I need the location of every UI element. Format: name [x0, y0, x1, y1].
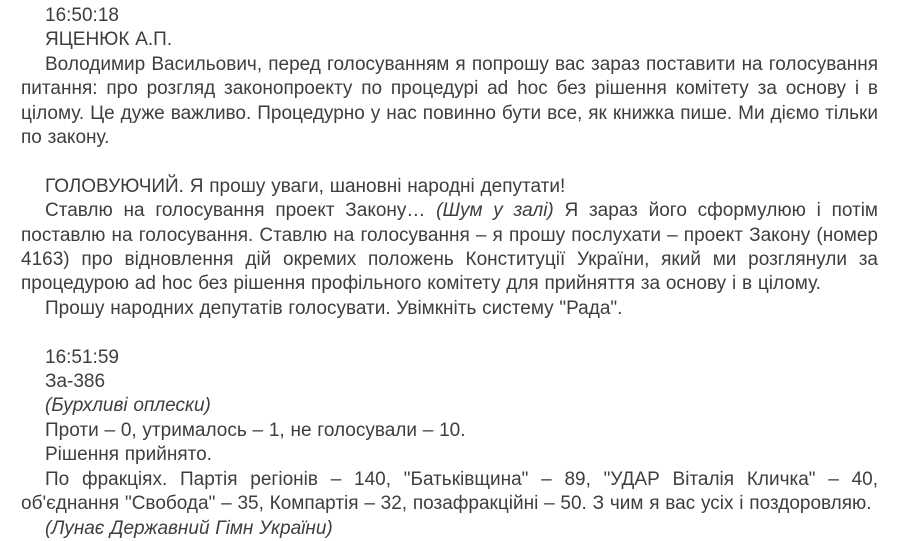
- transcript-paragraph-vote-result: [21, 370, 878, 394]
- transcript-paragraph-stage-direction: [21, 517, 878, 541]
- transcript-paragraph-timestamp: [21, 4, 878, 28]
- transcript-paragraph-speech: [21, 53, 878, 151]
- transcript-paragraph-vote-result: [21, 468, 878, 517]
- transcript-text: Ставлю на голосування проект Закону…: [45, 200, 437, 222]
- transcript-text: По фракціях. Партія регіонів – 140, "Батьківщина" – 89, "УДАР Віталія Кличка" – 40, об'єднання "Свобода" – 35, Компартія – 32, позафракційні – 50. З чим я вас усіх і поздоровляю.: [21, 468, 878, 515]
- transcript-paragraph-speech: [21, 199, 878, 297]
- blank-line: [21, 321, 878, 345]
- transcript-paragraph-speech: [21, 297, 878, 321]
- transcript-paragraph-vote-result: [21, 443, 878, 467]
- transcript-paragraph-speech: [21, 175, 878, 199]
- blank-line: [21, 150, 878, 174]
- transcript-text: ГОЛОВУЮЧИЙ. Я прошу уваги, шановні народні депутати!: [45, 175, 566, 197]
- transcript-text: Прошу народних депутатів голосувати. Увімкніть систему "Рада".: [45, 297, 623, 319]
- transcript-text: За-386: [45, 371, 106, 393]
- transcript-text: 16:51:59: [45, 346, 119, 368]
- transcript-text: Я зараз його сформулюю і потім поставлю на голосування. Ставлю на голосування – я прошу послухати – проект Закону (номер 4163) про відновлення дій окремих положень Конституції України, який ми розглянули за процедурою ad hoc без рішення профільного комітету для прийняття за основу і в цілому.: [21, 200, 878, 295]
- transcript-text: Володимир Васильович, перед голосуванням я попрошу вас зараз поставити на голосування питання: про розгляд законопроекту по процедурі ad hoc без рішення комітету за основу і в цілому. Це дуже важливо. Процедурно у нас повинно бути все, як книжка пише. Ми діємо тільки по закону.: [21, 53, 878, 149]
- stage-direction-text: (Лунає Державний Гімн України): [45, 517, 333, 539]
- transcript-paragraph-stage-direction: [21, 394, 878, 418]
- transcript-text: ЯЦЕНЮК А.П.: [45, 29, 173, 51]
- transcript-paragraph-timestamp: [21, 346, 878, 370]
- stage-direction-text: (Бурхливі оплески): [45, 395, 211, 417]
- stage-direction-text: (Шум у залі): [436, 200, 554, 222]
- transcript-text: Проти – 0, утрималось – 1, не голосували – 10.: [45, 419, 466, 441]
- transcript-text: 16:50:18: [45, 5, 119, 26]
- transcript-paragraph-vote-result: [21, 419, 878, 443]
- transcript-text: Рішення прийнято.: [45, 444, 212, 466]
- transcript-paragraph-speaker-name: [21, 28, 878, 52]
